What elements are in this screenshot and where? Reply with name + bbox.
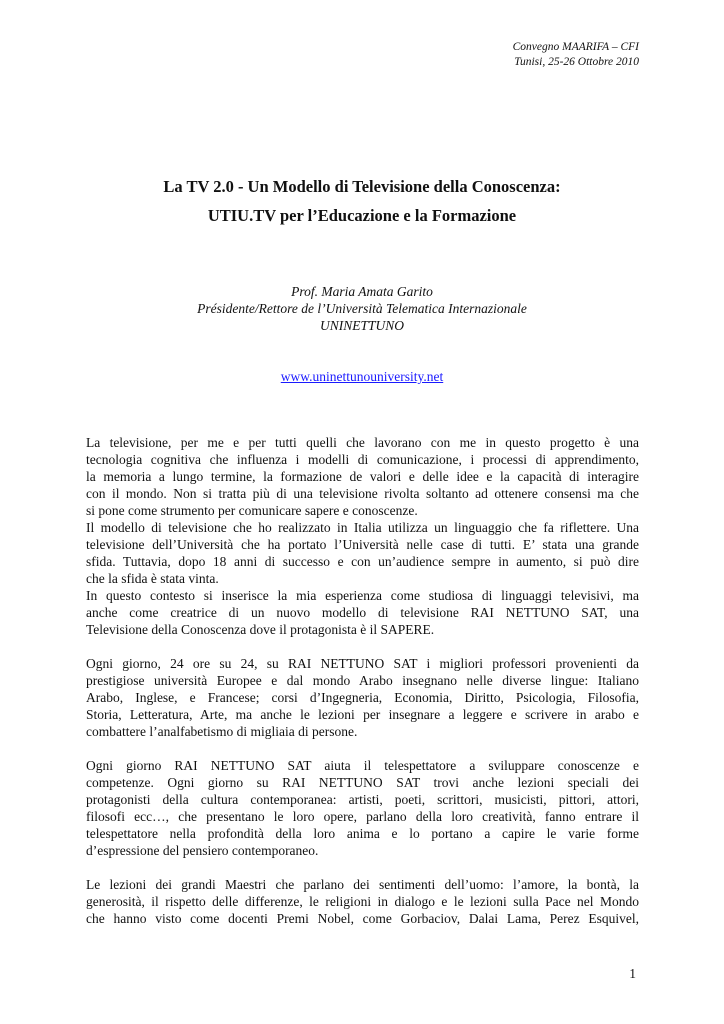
- website-block: [0, 369, 724, 385]
- title-line-1: La TV 2.0 - Un Modello di Televisione della Conoscenza:: [163, 177, 561, 196]
- website-link[interactable]: www.uninettunouniversity.net: [280, 369, 444, 384]
- text-line: con il mondo. Non si tratta più di una televisione rivolta soltanto ad ottenere consensi ma che: [86, 486, 639, 501]
- text-line: Ogni giorno, 24 ore su 24, su RAI NETTUNO SAT i migliori professori provenienti da: [86, 656, 639, 671]
- text-line: anche come creatrice di un nuovo modello di televisione RAI NETTUNO SAT, una: [86, 605, 639, 620]
- paragraph-gap: [86, 740, 639, 757]
- text-line: la memoria a lungo termine, la formazione de valori e delle idee e la capacità di interagire: [86, 469, 639, 484]
- paragraph-4: [86, 876, 639, 927]
- author-institution: UNINETTUNO: [319, 318, 405, 333]
- conference-location-date: Tunisi, 25-26 Ottobre 2010: [514, 56, 639, 68]
- author-role: Présidente/Rettore de l’Università Telematica Internazionale: [197, 301, 527, 316]
- text-line: prestigiose università Europee e dal mondo Arabo insegnano nelle diverse lingue: Italiano: [86, 673, 639, 688]
- document-header: [513, 40, 639, 70]
- text-line: Ogni giorno RAI NETTUNO SAT aiuta il telespettatore a sviluppare conoscenze e: [86, 758, 639, 773]
- paragraph-gap: [86, 859, 639, 876]
- paragraph-3: [86, 757, 639, 859]
- conference-name: Convegno MAARIFA – CFI: [512, 41, 639, 53]
- text-line: d’espressione del pensiero contemporaneo.: [86, 843, 319, 858]
- text-line: telespettatore nella profondità della loro anima e lo portano a capire le varie forme: [86, 826, 639, 841]
- author-name: Prof. Maria Amata Garito: [291, 284, 433, 299]
- page-number: 1: [629, 966, 636, 981]
- text-line: si pone come strumento per comunicare sapere e conoscenze.: [86, 503, 418, 518]
- text-line: protagonisti della cultura contemporanea: artisti, poeti, scrittori, musicisti, pittori, attori,: [86, 792, 639, 807]
- text-line: Il modello di televisione che ho realizzato in Italia utilizza un linguaggio che fa riflettere. Una: [86, 520, 639, 535]
- text-line: generosità, il rispetto delle differenze, le religioni in dialogo e le lezioni sulla Pace nel Mondo: [86, 894, 639, 909]
- text-line: competenze. Ogni giorno su RAI NETTUNO SAT trovi anche lezioni speciali dei: [86, 775, 639, 790]
- title-line-2: UTIU.TV per l’Educazione e la Formazione: [207, 206, 517, 225]
- text-line: In questo contesto si inserisce la mia esperienza come studiosa di linguaggi televisivi, ma: [86, 588, 639, 603]
- paragraph-gap: [86, 638, 639, 655]
- text-line: che la sfida è stata vinta.: [86, 571, 219, 586]
- text-line: La televisione, per me e per tutti quelli che lavorano con me in questo progetto è una: [86, 435, 639, 450]
- text-line: combattere l’analfabetismo di migliaia di persone.: [86, 724, 358, 739]
- text-line: tecnologia cognitiva che influenza i modelli di comunicazione, i processi di apprendimento,: [86, 452, 639, 467]
- text-line: Arabo, Inglese, e Francese; corsi d’Ingegneria, Economia, Diritto, Psicologia, Filosofia,: [86, 690, 639, 705]
- text-line: che hanno visto come docenti Premi Nobel, come Gorbaciov, Dalai Lama, Perez Esquivel,: [86, 911, 639, 926]
- paragraph-2: [86, 655, 639, 740]
- text-line: Le lezioni dei grandi Maestri che parlano dei sentimenti dell’uomo: l’amore, la bontà, la: [86, 877, 639, 892]
- paragraph-1: [86, 434, 639, 638]
- text-line: filosofi ecc…, che presentano le loro opere, parlano della loro creatività, fanno entrare il: [86, 809, 639, 824]
- author-block: [0, 283, 724, 334]
- body-text: [86, 434, 639, 927]
- text-line: sfida. Tuttavia, dopo 18 anni di successo e con un’audience sempre in aumento, si può dire: [86, 554, 639, 569]
- text-line: Storia, Letteratura, Arte, ma anche le lezioni per insegnare a leggere e scrivere in arabo e: [86, 707, 639, 722]
- text-line: Televisione della Conoscenza dove il protagonista è il SAPERE.: [86, 622, 435, 637]
- text-line: televisione dell’Università che ha portato l’Università nelle case di tutti. E’ stata una grande: [86, 537, 639, 552]
